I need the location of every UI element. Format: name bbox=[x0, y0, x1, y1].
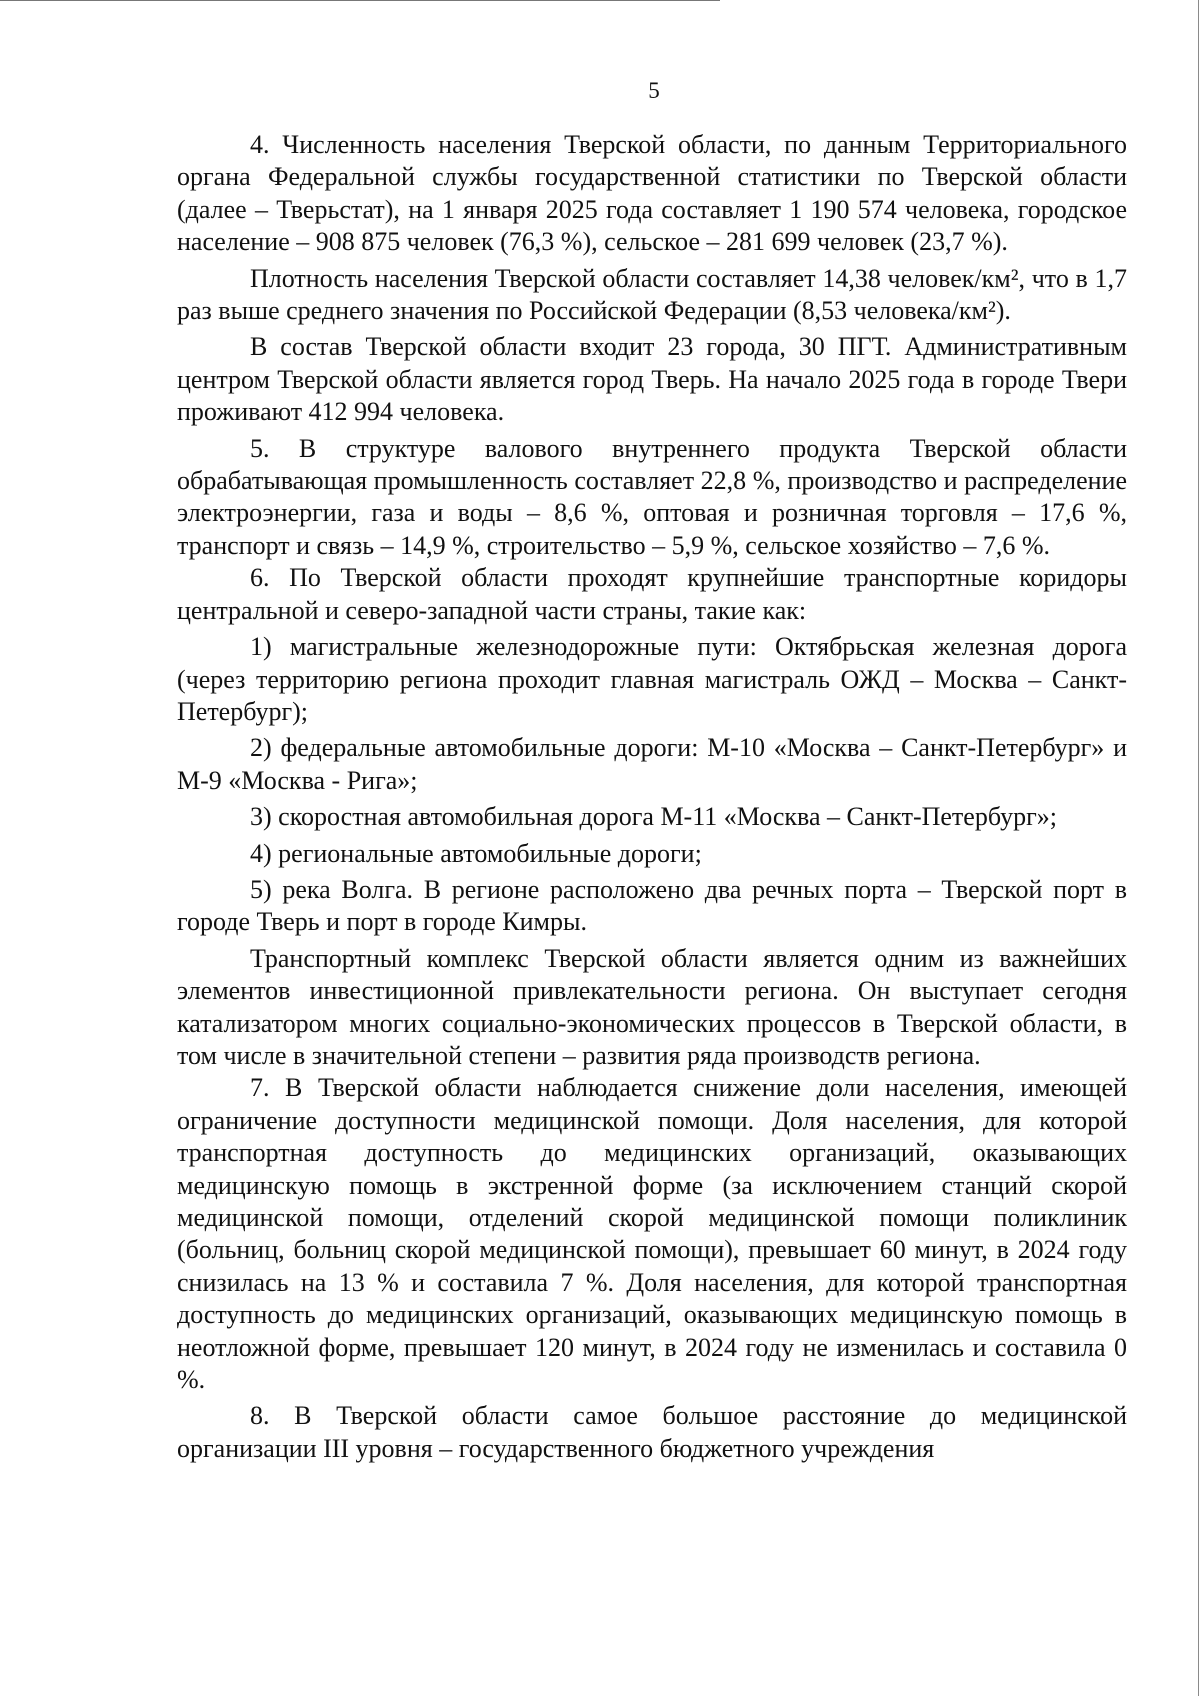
paragraph-medical-access: 7. В Тверской области наблюдается снижение доли населения, имеющей ограничение доступности медицинской помощи. Доля населения, для которой транспортная доступность до медицинских организаций, оказывающих медицинскую помощь в экстренной форме (за исключением станций скорой медицинской помощи, отделений скорой медицинской помощи поликлиник (больниц, больниц скорой медицинской помощи), превышает 60 минут, в 2024 году снизилась на 13 % и составила 7 %. Доля населения, для которой транспортная доступность до медицинских организаций, оказывающих медицинскую помощь в неотложной форме, превышает 120 минут, в 2024 году не изменилась и составила 0 %. bbox=[177, 1073, 1127, 1395]
list-item-expressway: 3) скоростная автомобильная дорога М-11 «Москва – Санкт-Петербург»; bbox=[250, 802, 1057, 832]
paragraph-cities: В состав Тверской области входит 23 города, 30 ПГТ. Административным центром Тверской области является город Тверь. На начало 2025 года в городе Твери проживают 412 994 человека. bbox=[177, 332, 1127, 427]
paragraph-transport-corridors: 6. По Тверской области проходят крупнейшие транспортные коридоры центральной и северо-западной части страны, такие как: bbox=[177, 563, 1127, 625]
paragraph-gdp-structure: 5. В структуре валового внутреннего продукта Тверской области обрабатывающая промышленность составляет 22,8 %, производство и распределение электроэнергии, газа и воды – 8,6 %, оптовая и розничная торговля – 17,6 %, транспорт и связь – 14,9 %, строительство – 5,9 %, сельское хозяйство – 7,6 %. bbox=[177, 433, 1127, 560]
list-item-railways: 1) магистральные железнодорожные пути: Октябрьская железная дорога (через территорию региона проходит главная магистраль ОЖД – Москва – Санкт-Петербург); bbox=[177, 632, 1127, 726]
list-item-regional-roads: 4) региональные автомобильные дороги; bbox=[250, 838, 702, 868]
paragraph-transport-complex: Транспортный комплекс Тверской области является одним из важнейших элементов инвестиционной привлекательности региона. Он выступает сегодня катализатором многих социально-экономических процессов в Тверской области, в том числе в значительной степени – развития ряда производств региона. bbox=[177, 943, 1127, 1070]
list-item-volga-river: 5) река Волга. В регионе расположено два речных порта – Тверской порт в городе Тверь и порт в городе Кимры. bbox=[177, 874, 1127, 937]
scan-edge-top bbox=[0, 0, 720, 1]
list-item-federal-roads: 2) федеральные автомобильные дороги: М-10 «Москва – Санкт-Петербург» и М-9 «Москва - Рига»; bbox=[177, 733, 1127, 795]
paragraph-density: Плотность населения Тверской области составляет 14,38 человек/км², что в 1,7 раз выше среднего значения по Российской Федерации (8,53 человека/км²). bbox=[177, 263, 1127, 326]
paragraph-population: 4. Численность населения Тверской области, по данным Территориального органа Федеральной службы государственной статистики по Тверской области (далее – Тверьстат), на 1 января 2025 года составляет 1 190 574 человека, городское население – 908 875 человек (76,3 %), сельское – 281 699 человек (23,7 %). bbox=[177, 130, 1127, 257]
scan-edge-right bbox=[1198, 0, 1199, 1696]
page-number: 5 bbox=[648, 78, 660, 103]
paragraph-medical-distance: 8. В Тверской области самое большое расстояние до медицинской организации III уровня – государственного бюджетного учреждения bbox=[177, 1401, 1127, 1463]
document-body bbox=[177, 129, 1127, 1465]
